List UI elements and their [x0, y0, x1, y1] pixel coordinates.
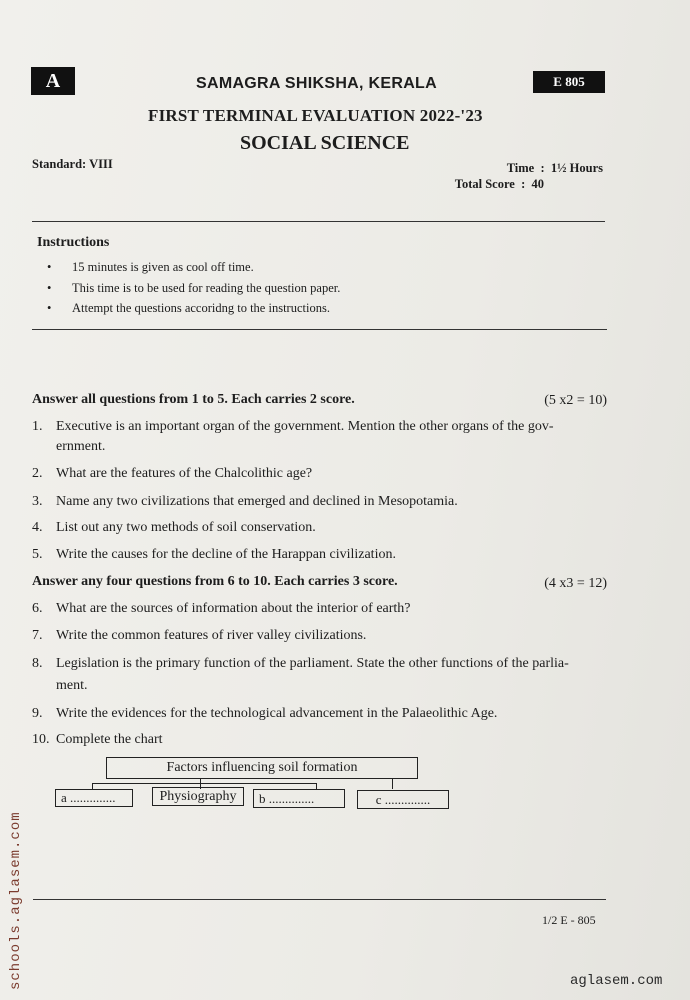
instruction-item: Attempt the questions accoridng to the instructions. — [72, 301, 330, 315]
time-separator: : — [537, 161, 548, 175]
question-text: Write the evidences for the technological advancement in the Palaeolithic Age. — [56, 706, 498, 721]
question-text: Complete the chart — [56, 732, 163, 747]
time-label: Time — [506, 161, 535, 175]
chart-connector — [392, 779, 393, 789]
question-text: Name any two civilizations that emerged and declined in Mesopotamia. — [56, 494, 458, 509]
footer-divider — [33, 899, 606, 900]
chart-box-c: c .............. — [357, 790, 449, 809]
instructions-title: Instructions — [37, 235, 110, 250]
instruction-item: 15 minutes is given as cool off time. — [72, 260, 254, 274]
question-text: Legislation is the primary function of the parliament. State the other functions of the parlia- — [56, 656, 569, 671]
chart-root-box: Factors influencing soil formation — [106, 757, 418, 779]
bottom-watermark: aglasem.com — [570, 973, 663, 989]
bullet: • — [47, 301, 52, 315]
question-text: Executive is an important organ of the government. Mention the other organs of the gov- — [56, 419, 554, 434]
section-b-heading: Answer any four questions from 6 to 10. Each carries 3 score. — [32, 574, 398, 589]
chart-box-a: a .............. — [55, 789, 133, 807]
section-a-heading: Answer all questions from 1 to 5. Each carries 2 score. — [32, 392, 355, 407]
question-number: 5. — [32, 547, 43, 562]
question-number: 3. — [32, 494, 43, 509]
total-score-value: 40 — [531, 177, 544, 191]
instruction-item: This time is to be used for reading the question paper. — [72, 281, 341, 295]
subject-title: SOCIAL SCIENCE — [240, 132, 410, 154]
page-number: 1/2 E - 805 — [542, 913, 596, 927]
time-row — [507, 161, 603, 176]
question-number: 7. — [32, 628, 43, 643]
total-score-row — [455, 177, 544, 192]
chart-box-physiography: Physiography — [152, 787, 244, 806]
standard-label: Standard: VIII — [32, 157, 113, 171]
question-text: Write the common features of river valley civilizations. — [56, 628, 367, 643]
question-number: 4. — [32, 520, 43, 535]
chart-branch-line — [92, 783, 316, 784]
side-watermark: schools.aglasem.com — [8, 811, 24, 990]
chart-box-b: b .............. — [253, 789, 345, 808]
time-value: 1½ Hours — [550, 161, 603, 175]
exam-title: FIRST TERMINAL EVALUATION 2022-'23 — [148, 106, 483, 125]
question-number: 6. — [32, 601, 43, 616]
question-number: 9. — [32, 706, 43, 721]
set-badge: A — [31, 67, 75, 95]
bullet: • — [47, 281, 52, 295]
paper-code-badge: E 805 — [533, 71, 605, 93]
question-text-continued: ernment. — [56, 439, 106, 454]
question-text: What are the sources of information about the interior of earth? — [56, 601, 411, 616]
score-separator: : — [517, 177, 529, 191]
instructions-divider — [32, 329, 607, 330]
question-text: What are the features of the Chalcolithic age? — [56, 466, 313, 481]
bullet: • — [47, 260, 52, 274]
question-text: Write the causes for the decline of the Harappan civilization. — [56, 547, 396, 562]
header-divider — [32, 221, 605, 222]
question-number: 2. — [32, 466, 43, 481]
section-b-marks: (4 x3 = 12) — [544, 576, 607, 591]
question-text: List out any two methods of soil conservation. — [56, 520, 316, 535]
question-number: 8. — [32, 656, 43, 671]
total-score-label: Total Score — [454, 177, 515, 191]
question-text-continued: ment. — [56, 678, 88, 693]
organization-name: SAMAGRA SHIKSHA, KERALA — [196, 75, 437, 92]
section-a-marks: (5 x2 = 10) — [544, 393, 607, 408]
question-number: 1. — [32, 419, 43, 434]
question-number: 10. — [32, 732, 50, 747]
